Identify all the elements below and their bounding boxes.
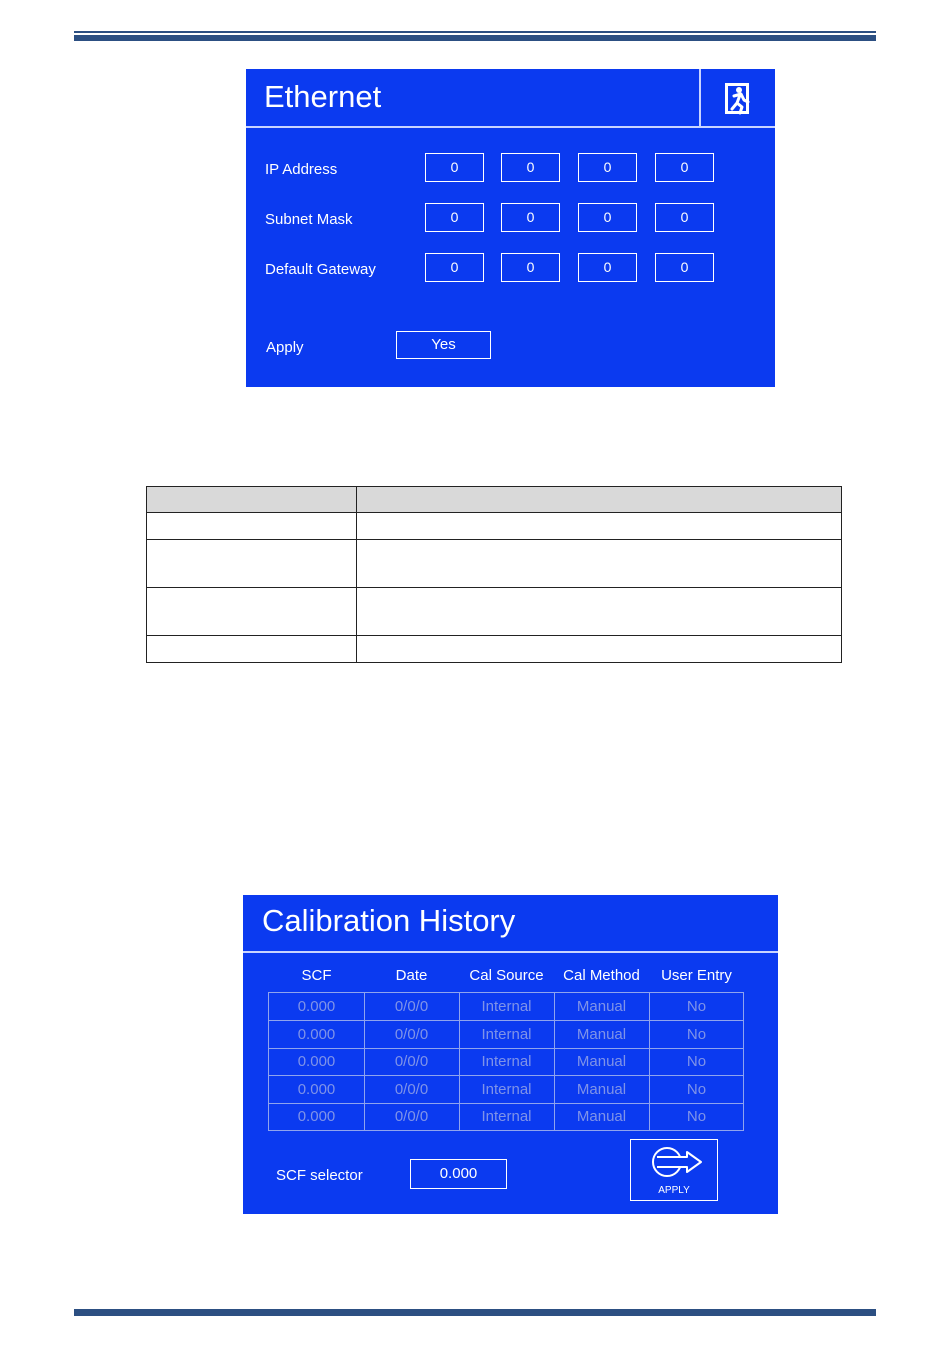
- column-header-cal-source: Cal Source: [469, 967, 544, 984]
- table-cell: 0.000: [297, 998, 336, 1015]
- default-gateway-octet-2[interactable]: 0: [501, 253, 560, 282]
- subnet-mask-octet-3[interactable]: 0: [578, 203, 637, 232]
- table-cell: [147, 513, 357, 540]
- subnet-mask-octet-1[interactable]: 0: [425, 203, 484, 232]
- apply-arrow-icon: [631, 1140, 719, 1186]
- calibration-title: Calibration History: [262, 903, 516, 938]
- default-gateway-octet-4[interactable]: 0: [655, 253, 714, 282]
- column-header-user-entry: User Entry: [661, 967, 732, 984]
- top-rule-thick: [74, 35, 876, 41]
- table-cell: 0.000: [297, 1026, 336, 1043]
- table-cell: Manual: [576, 1026, 627, 1043]
- table-cell: Manual: [576, 998, 627, 1015]
- ip-address-octet-4[interactable]: 0: [655, 153, 714, 182]
- calibration-grid: [268, 992, 744, 1131]
- subnet-mask-label: Subnet Mask: [265, 211, 353, 228]
- ip-address-octet-2[interactable]: 0: [501, 153, 560, 182]
- column-header-scf: SCF: [301, 967, 332, 984]
- scf-selector-label: SCF selector: [276, 1167, 363, 1184]
- table-cell: 0.000: [297, 1108, 336, 1125]
- default-gateway-label: Default Gateway: [265, 261, 376, 278]
- table-header-row: [147, 487, 842, 513]
- apply-label: Apply: [266, 339, 304, 356]
- apply-yes-button[interactable]: Yes: [396, 331, 491, 359]
- table-cell: No: [686, 1053, 707, 1070]
- table-cell: Internal: [481, 1026, 532, 1043]
- top-rule: [74, 31, 876, 41]
- table-cell: Manual: [576, 1108, 627, 1125]
- table-cell: 0/0/0: [394, 1053, 429, 1070]
- parameter-table: [146, 486, 842, 663]
- page-title: Ethernet: [264, 79, 382, 114]
- table-cell: Manual: [576, 1053, 627, 1070]
- ethernet-panel: [246, 69, 775, 387]
- title-divider: [246, 126, 701, 128]
- table-cell: Internal: [481, 1108, 532, 1125]
- table-cell: Manual: [576, 1081, 627, 1098]
- title-divider: [243, 951, 778, 953]
- table-cell: Internal: [481, 1081, 532, 1098]
- table-cell: [357, 540, 842, 588]
- table-cell: 0.000: [297, 1081, 336, 1098]
- default-gateway-octet-3[interactable]: 0: [578, 253, 637, 282]
- calibration-history-panel: [243, 895, 778, 1214]
- subnet-mask-octet-4[interactable]: 0: [655, 203, 714, 232]
- table-row: [147, 588, 842, 636]
- table-cell: [357, 588, 842, 636]
- table-cell: [147, 540, 357, 588]
- apply-button[interactable]: [630, 1139, 718, 1201]
- table-header-cell: [147, 487, 357, 513]
- table-cell: 0/0/0: [394, 1026, 429, 1043]
- table-cell: No: [686, 1026, 707, 1043]
- table-cell: 0/0/0: [394, 1108, 429, 1125]
- table-cell: [357, 636, 842, 663]
- table-cell: No: [686, 1081, 707, 1098]
- column-header-cal-method: Cal Method: [563, 967, 640, 984]
- table-cell: 0.000: [297, 1053, 336, 1070]
- exit-button[interactable]: [701, 69, 775, 127]
- column-header-date: Date: [395, 967, 428, 984]
- table-cell: Internal: [481, 998, 532, 1015]
- apply-button-label: APPLY: [658, 1185, 690, 1196]
- table-cell: 0/0/0: [394, 1081, 429, 1098]
- ip-address-octet-3[interactable]: 0: [578, 153, 637, 182]
- bottom-rule: [74, 1309, 876, 1316]
- default-gateway-octet-1[interactable]: 0: [425, 253, 484, 282]
- table-header-cell: [357, 487, 842, 513]
- table-cell: Internal: [481, 1053, 532, 1070]
- table-row: [147, 513, 842, 540]
- table-cell: [147, 588, 357, 636]
- scf-selector-input[interactable]: 0.000: [410, 1159, 507, 1189]
- table-cell: 0/0/0: [394, 998, 429, 1015]
- table-cell: No: [686, 998, 707, 1015]
- table-row: [147, 540, 842, 588]
- exit-running-man-icon: [701, 69, 775, 127]
- table-cell: [357, 513, 842, 540]
- table-row: [147, 636, 842, 663]
- top-rule-thin: [74, 31, 876, 33]
- table-cell: No: [686, 1108, 707, 1125]
- subnet-mask-octet-2[interactable]: 0: [501, 203, 560, 232]
- ip-address-label: IP Address: [265, 161, 338, 178]
- ip-address-octet-1[interactable]: 0: [425, 153, 484, 182]
- table-cell: [147, 636, 357, 663]
